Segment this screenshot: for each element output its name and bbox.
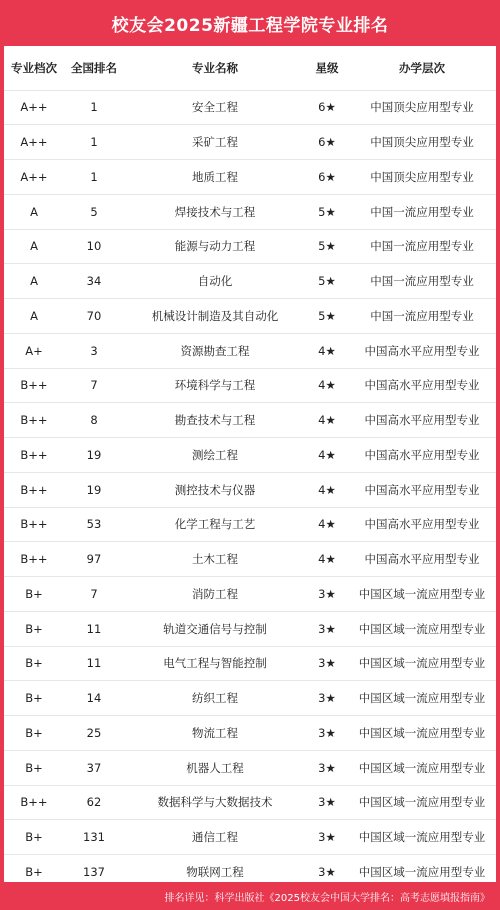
header-national-rank: 全国排名 [64,46,124,90]
table-row [4,333,496,368]
cell-star-level: 4★ [306,507,348,542]
cell-star-level: 3★ [318,865,336,880]
table-row [4,403,496,438]
cell-national-rank: 53 [64,507,124,542]
cell-grade: B++ [4,438,64,473]
cell-major-name: 消防工程 [124,577,306,612]
table-row [4,507,496,542]
cell-star-level: 6★ [306,90,348,125]
cell-grade: B++ [4,472,64,507]
cell-school-level: 中国一流应用型专业 [348,264,496,299]
cell-national-rank: 5 [64,194,124,229]
cell-major-name: 测绘工程 [124,438,306,473]
cell-major-name: 环境科学与工程 [124,368,306,403]
cell-major-name: 土木工程 [124,542,306,577]
cell-star-level: 3★ [306,646,348,681]
cell-star-level: 3★ [306,681,348,716]
cell-star-level: 3★ [306,577,348,612]
cell-major-name: 勘查技术与工程 [124,403,306,438]
cell-school-level: 中国区域一流应用型专业 [348,611,496,646]
cell-grade: B+ [4,820,64,855]
table-row [4,438,496,473]
header-major-name: 专业名称 [124,46,306,90]
cell-national-rank: 7 [64,577,124,612]
cell-school-level: 中国高水平应用型专业 [348,403,496,438]
cell-national-rank: 11 [64,646,124,681]
cell-major-name: 数据科学与大数据技术 [124,785,306,820]
table-row [4,542,496,577]
table-body [4,90,496,889]
cell-grade: A [4,194,64,229]
cell-grade: A++ [4,160,64,195]
cell-grade: B+ [4,577,64,612]
cell-star-level: 5★ [306,264,348,299]
cell-star-level: 3★ [306,750,348,785]
cell-major-name: 电气工程与智能控制 [124,646,306,681]
cell-major-name: 机器人工程 [124,750,306,785]
cell-school-level: 中国区域一流应用型专业 [348,681,496,716]
header-star-level: 星级 [306,46,348,90]
cell-national-rank: 1 [64,90,124,125]
cell-national-rank: 3 [64,333,124,368]
cell-school-level: 中国顶尖应用型专业 [348,90,496,125]
cell-grade: A++ [4,125,64,160]
cell-grade: A [4,229,64,264]
cell-grade: B++ [4,403,64,438]
cell-school-level: 中国高水平应用型专业 [348,368,496,403]
cell-star-level: 3★ [306,716,348,751]
cell-school-level: 中国区域一流应用型专业 [348,750,496,785]
table-row [4,785,496,820]
cell-star-level: 3★ [306,785,348,820]
cell-school-level: 中国顶尖应用型专业 [348,125,496,160]
cell-national-rank: 70 [64,299,124,334]
cell-grade: B++ [4,507,64,542]
table-row [4,125,496,160]
cell-grade: B+ [4,716,64,751]
cell-school-level: 中国高水平应用型专业 [348,472,496,507]
table-row [4,229,496,264]
cell-grade: B+ [25,865,43,880]
cell-grade: B+ [4,646,64,681]
table-row [4,194,496,229]
cell-major-name: 安全工程 [124,90,306,125]
cell-major-name: 采矿工程 [124,125,306,160]
cell-national-rank: 11 [64,611,124,646]
cell-school-level: 中国区域一流应用型专业 [348,785,496,820]
ranking-table [4,46,496,889]
cell-major-name: 物联网工程 [186,865,244,880]
cell-major-name: 焊接技术与工程 [124,194,306,229]
cell-national-rank: 1 [64,160,124,195]
cell-school-level: 中国区域一流应用型专业 [348,716,496,751]
cell-major-name: 地质工程 [124,160,306,195]
cell-national-rank: 19 [64,472,124,507]
cell-national-rank: 10 [64,229,124,264]
table-row [4,264,496,299]
table-row [4,577,496,612]
cell-major-name: 纺织工程 [124,681,306,716]
cell-school-level: 中国一流应用型专业 [348,299,496,334]
cell-school-level: 中国区域一流应用型专业 [358,865,486,880]
table-row [4,750,496,785]
cell-national-rank: 25 [64,716,124,751]
header-grade: 专业档次 [4,46,64,90]
cell-major-name: 化学工程与工艺 [124,507,306,542]
cell-star-level: 4★ [306,368,348,403]
cell-national-rank: 37 [64,750,124,785]
cell-star-level: 6★ [306,125,348,160]
cell-school-level: 中国顶尖应用型专业 [348,160,496,195]
cell-national-rank: 131 [64,820,124,855]
cell-star-level: 4★ [306,542,348,577]
cell-school-level: 中国高水平应用型专业 [348,333,496,368]
cell-star-level: 5★ [306,229,348,264]
source-footnote: 排名详见：科学出版社《2025校友会中国大学排名：高考志愿填报指南》 [164,892,490,904]
cell-national-rank: 7 [64,368,124,403]
cell-grade: B+ [4,611,64,646]
cell-star-level: 5★ [306,299,348,334]
cell-school-level: 中国一流应用型专业 [348,194,496,229]
cell-national-rank: 19 [64,438,124,473]
cell-grade: B++ [4,785,64,820]
cell-school-level: 中国一流应用型专业 [348,229,496,264]
cell-school-level: 中国高水平应用型专业 [348,507,496,542]
cell-school-level: 中国区域一流应用型专业 [348,577,496,612]
cell-major-name: 测控技术与仪器 [124,472,306,507]
cell-grade: B+ [4,750,64,785]
table-row [4,368,496,403]
cell-grade: B+ [4,681,64,716]
cell-star-level: 3★ [306,611,348,646]
page-title: 校友会2025新疆工程学院专业排名 [111,15,389,36]
cell-star-level: 6★ [306,160,348,195]
cell-star-level: 4★ [306,333,348,368]
cell-school-level: 中国区域一流应用型专业 [348,646,496,681]
table-header-row [4,46,496,90]
table-row [4,646,496,681]
cell-national-rank: 62 [64,785,124,820]
cell-school-level: 中国区域一流应用型专业 [348,820,496,855]
cell-major-name: 资源勘查工程 [124,333,306,368]
cell-grade: B++ [4,542,64,577]
cell-major-name: 自动化 [124,264,306,299]
cell-star-level: 3★ [306,820,348,855]
cell-national-rank: 97 [64,542,124,577]
cell-star-level: 5★ [306,194,348,229]
table-row [4,820,496,855]
cell-major-name: 机械设计制造及其自动化 [124,299,306,334]
table-row [4,611,496,646]
cell-major-name: 物流工程 [124,716,306,751]
table-row [4,160,496,195]
cell-major-name: 能源与动力工程 [124,229,306,264]
cell-major-name: 轨道交通信号与控制 [124,611,306,646]
cell-national-rank: 34 [64,264,124,299]
cell-national-rank: 1 [64,125,124,160]
cell-grade: A [4,299,64,334]
cell-school-level: 中国高水平应用型专业 [348,542,496,577]
cell-star-level: 4★ [306,403,348,438]
header-school-level: 办学层次 [348,46,496,90]
table-row [4,472,496,507]
cell-grade: B++ [4,368,64,403]
cell-star-level: 4★ [306,472,348,507]
cell-major-name: 通信工程 [124,820,306,855]
table-row [4,716,496,751]
table-row [4,681,496,716]
cell-school-level: 中国高水平应用型专业 [348,438,496,473]
cell-national-rank: 14 [64,681,124,716]
cell-grade: A [4,264,64,299]
ranking-table-container [4,46,496,882]
cell-national-rank: 8 [64,403,124,438]
table-row [4,299,496,334]
cell-star-level: 4★ [306,438,348,473]
table-row [4,90,496,125]
cell-grade: A++ [4,90,64,125]
cell-grade: A+ [4,333,64,368]
cell-national-rank: 137 [83,865,105,880]
